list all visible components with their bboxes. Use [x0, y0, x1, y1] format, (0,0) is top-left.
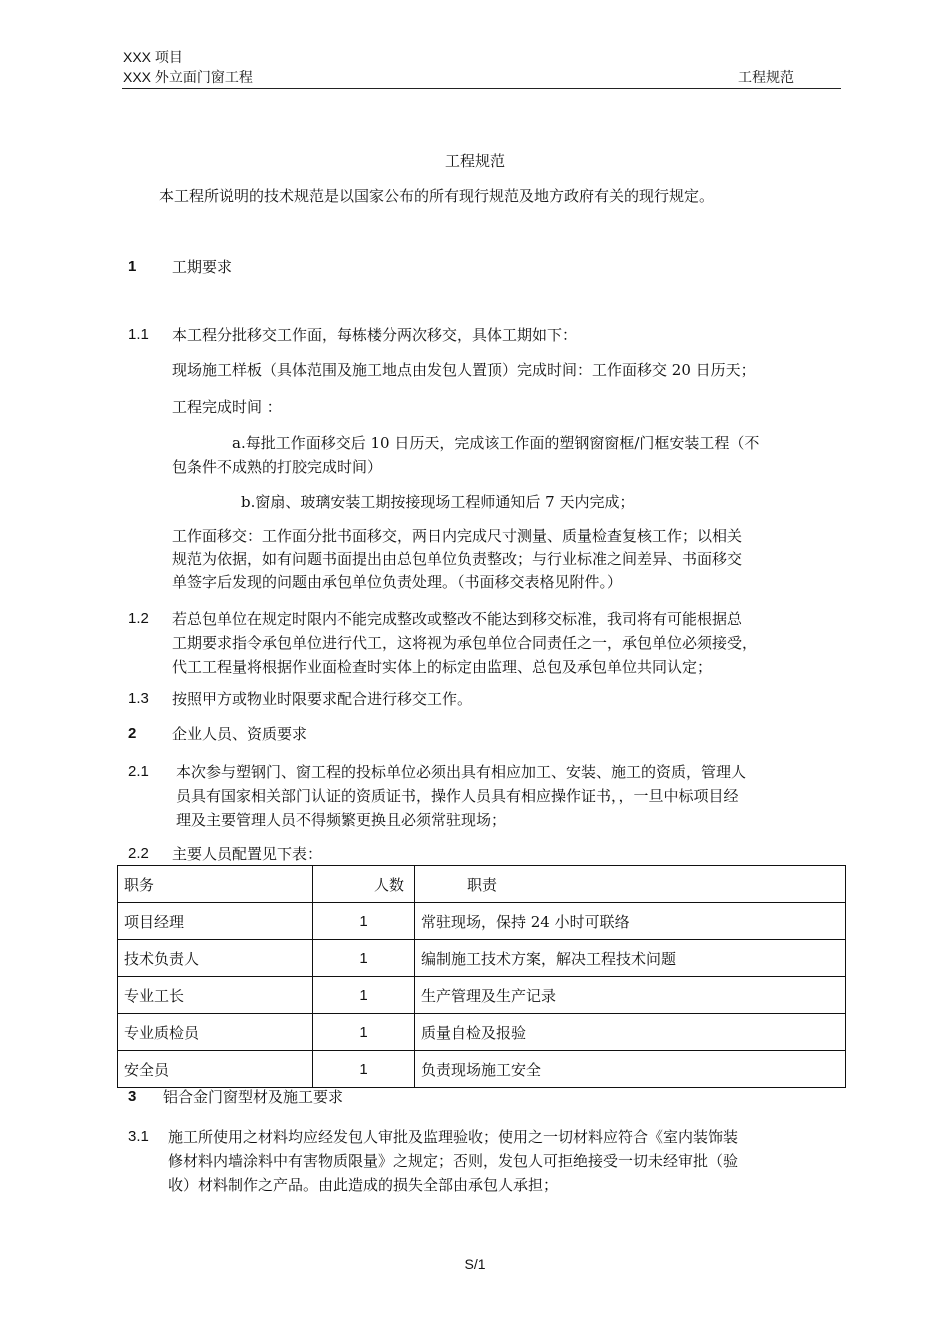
clause-1-2-line1: 若总包单位在规定时限内不能完成整改或整改不能达到移交标准，我司将有可能根据总 — [172, 610, 743, 628]
clause-1-3-text: 按照甲方或物业时限要求配合进行移交工作。 — [172, 690, 473, 708]
table-cell-duty: 生产管理及生产记录 — [415, 977, 846, 1014]
table-cell-position: 专业质检员 — [118, 1014, 313, 1051]
section-1-number: 1 — [128, 258, 137, 275]
table-row — [118, 940, 846, 977]
table-cell-duty: 常驻现场，保持 24 小时可联络 — [415, 903, 846, 940]
table-row — [118, 977, 846, 1014]
table-row — [118, 1051, 846, 1088]
clause-1-3-number: 1.3 — [128, 690, 149, 707]
clause-1-1-text: 本工程分批移交工作面，每栋楼分两次移交，具体工期如下： — [172, 326, 578, 344]
page-title: 工程规范 — [444, 152, 505, 170]
section-3-number: 3 — [128, 1088, 137, 1105]
clause-3-1-number: 3.1 — [128, 1128, 149, 1145]
page-number: S/1 — [464, 1256, 486, 1272]
table-cell-count: 1 — [313, 1051, 415, 1088]
table-cell-duty: 编制施工技术方案，解决工程技术问题 — [415, 940, 846, 977]
table-cell-count: 1 — [313, 1014, 415, 1051]
clause-1-1-handover-line1: 工作面移交：工作面分批书面移交，两日内完成尺寸测量、质量检查复核工作；以相关 — [172, 527, 743, 545]
clause-2-1-line1: 本次参与塑钢门、窗工程的投标单位必须出具有相应加工、安装、施工的资质，管理人 — [176, 763, 747, 781]
clause-2-1-line3: 理及主要管理人员不得频繁更换且必须常驻现场； — [176, 811, 507, 829]
table-cell-duty: 质量自检及报验 — [415, 1014, 846, 1051]
table-cell-count: 1 — [313, 977, 415, 1014]
section-2-number: 2 — [128, 725, 137, 742]
clause-1-1-number: 1.1 — [128, 326, 149, 343]
section-1-heading: 工期要求 — [172, 258, 233, 276]
section-3-heading: 铝合金门窗型材及施工要求 — [163, 1088, 344, 1106]
table-cell-duty: 负责现场施工安全 — [415, 1051, 846, 1088]
clause-2-1-number: 2.1 — [128, 763, 149, 780]
clause-2-1-line2: 员具有国家相关部门认证的资质证书，操作人员具有相应操作证书，，一旦中标项目经 — [176, 787, 739, 805]
clause-1-2-number: 1.2 — [128, 610, 149, 627]
table-row — [118, 1014, 846, 1051]
header-subproject: XXX 外立面门窗工程 — [123, 69, 253, 85]
clause-2-2-text: 主要人员配置见下表： — [172, 845, 323, 863]
clause-3-1-line2: 修材料内墙涂料中有害物质限量》之规定；否则，发包人可拒绝接受一切未经审批（验 — [168, 1152, 739, 1170]
header-doc-type: 工程规范 — [738, 69, 794, 85]
clause-1-1-handover-line2: 规范为依据，如有问题书面提出由总包单位负责整改；与行业标准之间差异、书面移交 — [172, 550, 743, 568]
table-cell-count: 1 — [313, 940, 415, 977]
clause-1-1-completion: 工程完成时间 ： — [172, 398, 282, 416]
table-cell-position: 专业工长 — [118, 977, 313, 1014]
table-cell-position: 技术负责人 — [118, 940, 313, 977]
table-header-position: 职务 — [118, 866, 313, 903]
header-project: XXX 项目 — [123, 49, 183, 65]
header-rule — [122, 88, 841, 89]
clause-1-2-line3: 代工工程量将根据作业面检查时实体上的标定由监理、总包及承包单位共同认定； — [172, 658, 713, 676]
table-header-row — [118, 866, 846, 903]
clause-3-1-line1: 施工所使用之材料均应经发包人审批及监理验收；使用之一切材料应符合《室内装饰装 — [168, 1128, 739, 1146]
table-cell-position: 项目经理 — [118, 903, 313, 940]
clause-1-1-sample: 现场施工样板（具体范围及施工地点由发包人置顶）完成时间：工作面移交 20 日历天； — [172, 361, 756, 379]
clause-1-2-line2: 工期要求指令承包单位进行代工，这将视为承包单位合同责任之一，承包单位必须接受， — [172, 634, 758, 652]
clause-1-1-handover-line3: 单签字后发现的问题由承包单位负责处理。（书面移交表格见附件。） — [172, 573, 623, 591]
clause-1-1-item-a-line1: a.每批工作面移交后 10 日历天，完成该工作面的塑钢窗窗框/门框安装工程（不 — [232, 434, 760, 452]
clause-1-1-item-a-line2: 包条件不成熟的打胶完成时间） — [172, 458, 383, 476]
table-cell-count: 1 — [313, 903, 415, 940]
table-row — [118, 903, 846, 940]
intro-paragraph: 本工程所说明的技术规范是以国家公布的所有现行规范及地方政府有关的现行规定。 — [159, 187, 715, 205]
table-header-count: 人数 — [313, 866, 415, 903]
staff-table — [117, 865, 846, 1088]
section-2-heading: 企业人员、资质要求 — [172, 725, 308, 743]
table-header-duty: 职责 — [415, 866, 846, 903]
clause-1-1-item-b: b.窗扇、玻璃安装工期按接现场工程师通知后 7 天内完成； — [241, 493, 635, 511]
clause-3-1-line3: 收）材料制作之产品。由此造成的损失全部由承包人承担； — [168, 1176, 559, 1194]
table-cell-position: 安全员 — [118, 1051, 313, 1088]
clause-2-2-number: 2.2 — [128, 845, 149, 862]
